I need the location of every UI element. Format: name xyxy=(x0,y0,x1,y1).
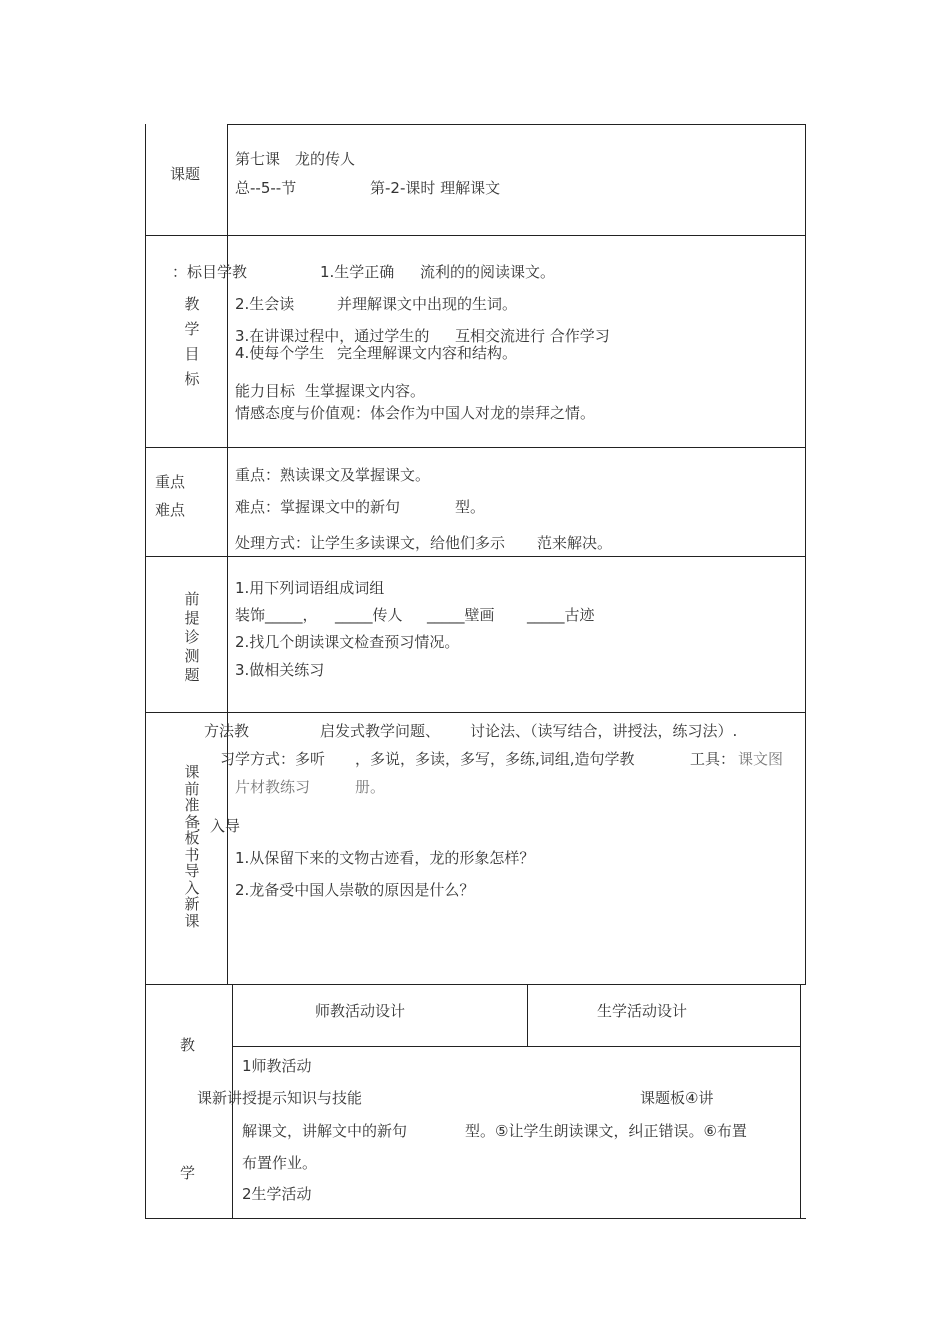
intro-question-2: 2.龙备受中国人崇敬的原因是什么？ xyxy=(235,881,475,899)
pretest-side-label: 前 提 诊 测 题 xyxy=(184,590,200,684)
lesson-label: 课题 xyxy=(170,165,201,183)
pretest-item-3: 3.做相关练习 xyxy=(235,661,325,679)
difficulty-text-b: 型。 xyxy=(455,498,486,516)
right-border-top xyxy=(805,124,806,985)
keypoint-label: 重点 xyxy=(155,473,186,491)
teach-method-b: 启发式教学问题、 xyxy=(320,722,441,740)
objective-4b: 完全理解课文内容和结构。 xyxy=(337,344,518,362)
tools-text-c: 册。 xyxy=(355,778,386,796)
intro-label: ：入导 xyxy=(195,817,241,835)
period-info: 第-2-课时 理解课文 xyxy=(370,179,501,197)
process-line-d: 布置作业。 xyxy=(242,1154,318,1172)
pretest-blank-3: _____壁画 xyxy=(427,606,495,624)
lesson-title: 第七课 龙的传人 xyxy=(235,150,356,168)
objectives-side-label: 教 学 目 标 xyxy=(184,295,200,388)
teacher-column-header: 师教活动设计 xyxy=(315,1002,406,1020)
process-line-a: 课新讲授提示知识与技能 xyxy=(197,1089,363,1107)
objective-2b: 并理解课文中出现的生词。 xyxy=(337,295,518,313)
teach-method-a: 方法教 xyxy=(204,722,250,740)
objective-1a: 1.生学正确 xyxy=(320,263,395,281)
pretest-blank-2: _____传人 xyxy=(335,606,403,624)
process-side-label-1: 教 xyxy=(180,1036,196,1054)
left-border-top xyxy=(145,124,146,985)
row-line-2 xyxy=(145,447,806,448)
header-row-line xyxy=(232,1046,801,1047)
emotion-goal: 情感态度与价值观：体会作为中国人对龙的崇拜之情。 xyxy=(235,404,596,422)
objective-4a: 4.使每个学生 xyxy=(235,344,325,362)
column-divider xyxy=(527,984,528,1046)
row-line-0 xyxy=(227,124,806,125)
process-line-c-a: 解课文，讲解文中的新句 xyxy=(242,1122,408,1140)
learn-method-b: ，多说，多读，多写，多练,词组,造句学教 xyxy=(355,750,635,768)
tools-text-b: 片材教练习 xyxy=(235,778,311,796)
method-text-b: 范来解决。 xyxy=(537,534,613,552)
teach-method-c: 讨论法、（读写结合，讲授法，练习法）. xyxy=(470,722,738,740)
student-column-header: 生学活动设计 xyxy=(597,1002,688,1020)
keypoint-text: 重点：熟读课文及掌握课文。 xyxy=(235,466,431,484)
difficulty-label: 难点 xyxy=(155,501,186,519)
tools-text-a: 课文图 xyxy=(738,750,784,768)
intro-question-1: 1.从保留下来的文物古迹看，龙的形象怎样？ xyxy=(235,849,535,867)
pretest-item-1: 1.用下列词语组成词组 xyxy=(235,579,385,597)
method-text-a: 处理方式：让学生多读课文，给他们多示 xyxy=(235,534,506,552)
objective-3a: 3.在讲课过程中，通过学生的 xyxy=(235,327,430,345)
row-line-3 xyxy=(145,556,806,557)
objective-2a: 2.生会读 xyxy=(235,295,295,313)
table-bottom-line xyxy=(145,1218,806,1219)
period-total: 总--5--节 xyxy=(235,179,297,197)
row-line-1 xyxy=(145,235,806,236)
student-activity: 2生学活动 xyxy=(242,1185,312,1203)
row-line-5 xyxy=(145,984,806,985)
right-border-bottom xyxy=(800,984,801,1219)
process-line-b: 课题板④讲 xyxy=(640,1089,714,1107)
objectives-header: ：标目学教 xyxy=(172,263,248,281)
pretest-blank-1: 装饰_____， xyxy=(235,606,318,624)
process-side-label-2: 学 xyxy=(180,1164,196,1182)
left-border-bottom xyxy=(145,984,146,1219)
ability-goal-a: 能力目标 xyxy=(235,382,296,400)
difficulty-text-a: 难点：掌握课文中的新句 xyxy=(235,498,401,516)
ability-goal-b: 生掌握课文内容。 xyxy=(305,382,426,400)
pretest-item-2: 2.找几个朗读课文检查预习情况。 xyxy=(235,633,460,651)
pretest-blank-4: _____古迹 xyxy=(527,606,595,624)
row-line-4 xyxy=(145,712,806,713)
objective-1b: 流利的的阅读课文。 xyxy=(420,263,556,281)
learn-method-c: 工具： xyxy=(690,750,736,768)
inner-divider xyxy=(227,124,228,985)
objective-3b: 互相交流进行 合作学习 xyxy=(455,327,610,345)
prep-side-label: 课 前 准 备 板 书 导 入 新 课 xyxy=(184,763,200,930)
teacher-activity: 1师教活动 xyxy=(242,1057,312,1075)
learn-method-a: 习学方式：多听 xyxy=(220,750,326,768)
process-line-c-b: 型。⑤让学生朗读课文，纠正错误。⑥布置 xyxy=(465,1122,747,1140)
